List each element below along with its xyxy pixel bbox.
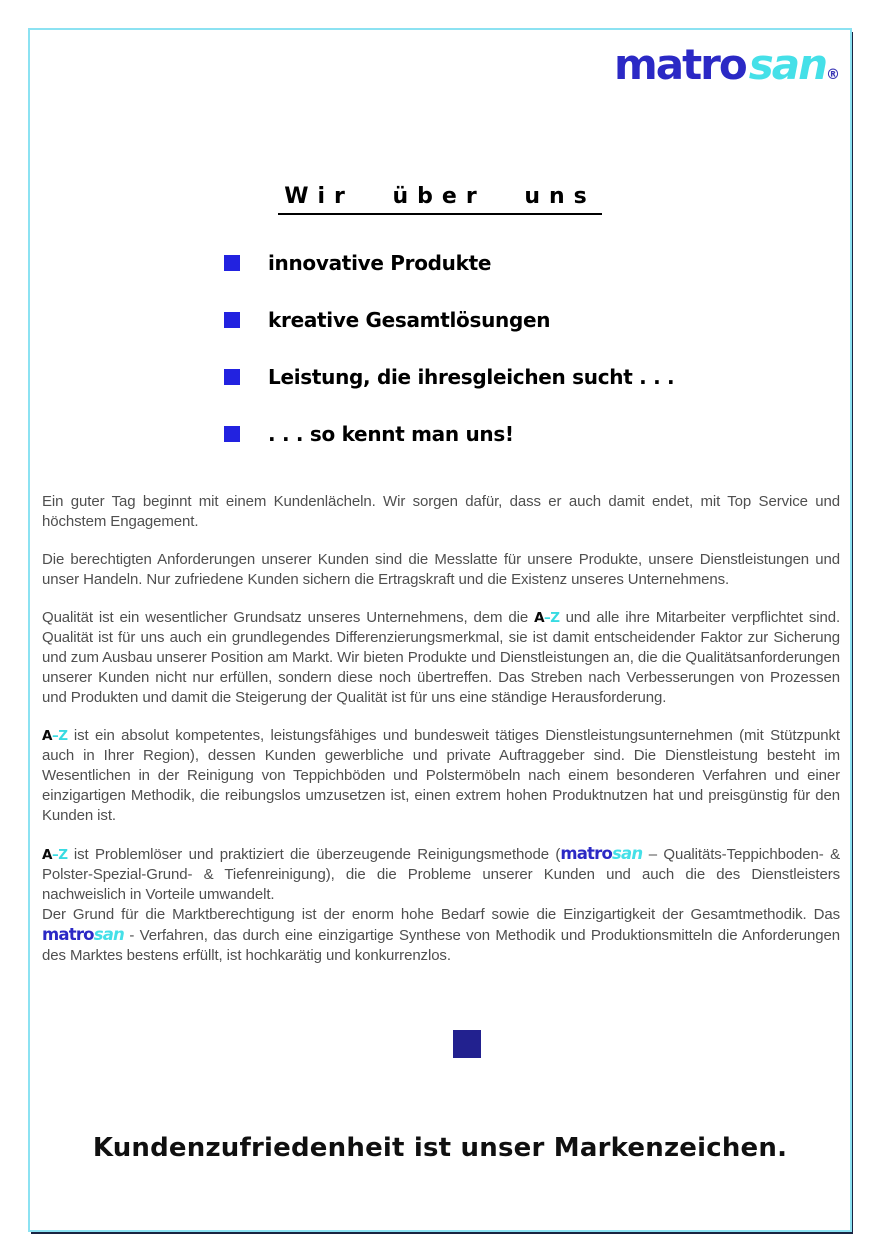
logo-row [30,30,850,88]
bullet-item [224,308,850,332]
az-logo-dash: – [51,728,59,745]
az-logo-dash: – [544,610,551,627]
tagline: Kundenzufriedenheit ist unser Markenzeichen. [92,1133,788,1164]
tagline-row [30,1133,850,1163]
bullet-square-icon [224,255,240,271]
bullet-label: innovative Produkte [268,251,492,276]
az-logo [42,728,68,744]
paragraph: A–Z ist ein absolut kompetentes, leistungsfähiges und bundesweit tätiges Dienstleistungsunternehmen (mit Stützpunkt auch in Ihrer Region), dessen Kunden gewerbliche und private Auftraggeber sind. Die Dienstleistung besteht im Wesentlichen in der Reinigung von Teppichböden und Polstermöbeln nach einem besonderen Verfahren und einer einzigartigen Methodik, die reibungslos umzusetzen ist, einen extrem hohen Produktnutzen hat und preisgünstig für den Kunden ist. [42,727,840,825]
az-logo [534,610,560,626]
page-frame [28,28,852,1232]
az-logo-a: A [534,610,545,627]
bullet-square-icon [224,312,240,328]
bullet-square-icon [224,426,240,442]
matrosan-inline-matro: matro [560,844,613,864]
paragraph: Die berechtigten Anforderungen unserer Kunden sind die Messlatte für unsere Produkte, unsere Dienstleistungen und unser Handeln. Nur zufriedene Kunden sichern die Ertragskraft und die Existenz unseres Unternehmens. [42,551,840,589]
bullet-item [224,251,850,275]
bullet-square-icon [224,369,240,385]
logo-san: san [748,40,826,89]
paragraph: Der Grund für die Marktberechtigung ist der enorm hohe Bedarf sowie die Einzigartigkeit der Gesamtmethodik. Das matrosan - Verfahren, das durch eine einzigartige Synthese von Methodik und Produktionsmitteln die Anforderungen des Marktes bestens erfüllt, ist hochkarätig und konkurrenzlos. [42,906,840,965]
bullet-list [30,251,850,446]
title-row [30,184,850,215]
matrosan-inline-matro: matro [42,925,94,945]
registered-trademark-icon: ® [826,67,840,83]
bullet-item [224,422,850,446]
az-logo-a: A [42,728,52,745]
paragraph: Qualität ist ein wesentlicher Grundsatz unseres Unternehmens, dem die A–Z und alle ihre Mitarbeiter verpflichtet sind. Qualität ist für uns auch ein grundlegendes Differenzierungsmerkmal, sie ist damit entscheidender Faktor zur Sicherung und zum Ausbau unserer Position am Markt. Wir bieten Produkte und Dienstleistungen an, die die Qualitätsanforderungen unserer Kunden nicht nur erfüllen, sondern diese noch übertreffen. Das Streben nach Verbesserungen von Prozessen und Produkten und damit die Steigerung der Qualität ist für uns eine ständige Herausforderung. [42,609,841,707]
az-logo-a: A [42,847,52,864]
matrosan-inline-logo [42,925,124,944]
az-logo-z: Z [58,847,68,864]
az-logo [42,847,68,863]
page-title: Wir über uns [278,184,602,215]
az-logo-z: Z [58,728,68,745]
decorative-square-row [30,1030,850,1063]
decorative-square-icon [453,1030,481,1058]
az-logo-dash: – [51,847,59,864]
bullet-item [224,365,850,389]
matrosan-inline-logo [560,844,642,863]
bullet-label: . . . so kennt man uns! [268,422,514,447]
paragraph: Ein guter Tag beginnt mit einem Kundenlächeln. Wir sorgen dafür, dass er auch damit endet, mit Top Service und höchstem Engagement. [42,493,840,531]
bullet-label: kreative Gesamtlösungen [268,308,551,333]
logo-matro: matro [614,40,746,89]
matrosan-inline-san: san [93,925,125,945]
bullet-label: Leistung, die ihresgleichen sucht . . . [268,365,675,390]
paragraph: A–Z ist Problemlöser und praktiziert die überzeugende Reinigungsmethode (matrosan – Qualitäts-Teppichboden- & Polster-Spezial-Grund- & Tiefenreinigung), die die Probleme unserer Kunden und auch die des Dienstleisters nachweislich in Vorteile umwandelt. [42,844,840,904]
matrosan-inline-san: san [612,844,643,864]
matrosan-logo [614,40,840,89]
body-text [42,492,840,966]
az-logo-z: Z [550,610,560,627]
